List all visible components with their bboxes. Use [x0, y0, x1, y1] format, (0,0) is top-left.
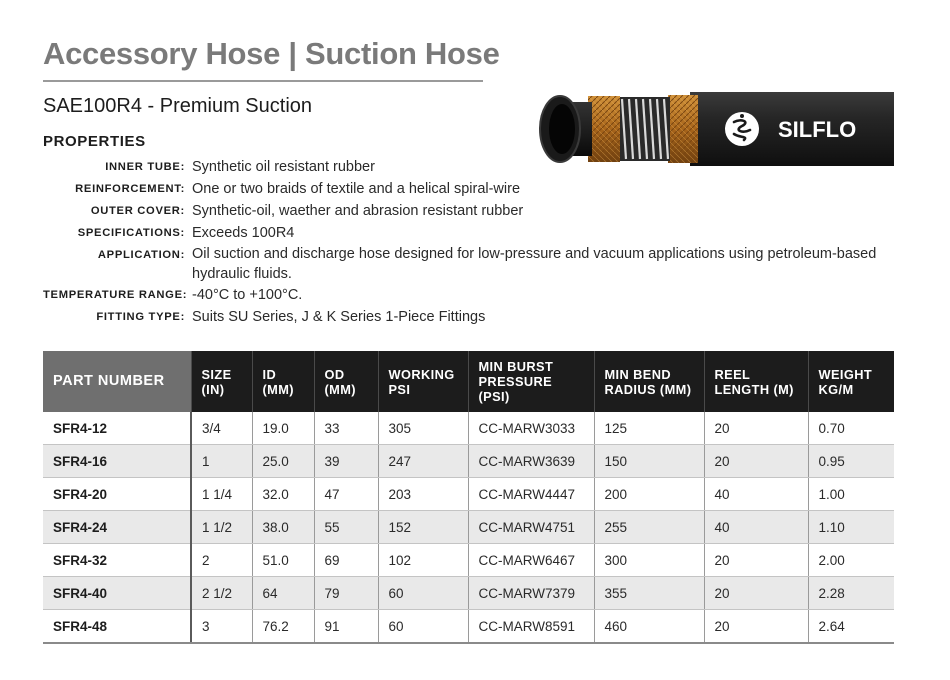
table-cell: 2.28	[808, 577, 894, 610]
table-cell: 1.10	[808, 511, 894, 544]
property-value: Oil suction and discharge hose designed for low-pressure and vacuum applications using petroleum-based hydraulic fluids.	[192, 246, 877, 282]
property-label: FITTING TYPE:	[96, 311, 185, 323]
table-row	[43, 445, 894, 478]
column-header: MIN BEND RADIUS (MM)	[594, 351, 704, 412]
table-cell: 3	[191, 610, 252, 644]
property-value: Suits SU Series, J & K Series 1-Piece Fittings	[192, 309, 486, 325]
property-label: SPECIFICATIONS:	[77, 227, 185, 239]
table-cell: 2 1/2	[191, 577, 252, 610]
property-application	[43, 244, 913, 284]
table-cell: 1	[191, 445, 252, 478]
table-cell: 255	[594, 511, 704, 544]
property-label: REINFORCEMENT:	[75, 183, 185, 195]
table-cell: 51.0	[252, 544, 314, 577]
table-cell: 40	[704, 478, 808, 511]
table-cell: 91	[314, 610, 378, 644]
part-number-cell: SFR4-16	[43, 445, 191, 478]
column-header: WORKING PSI	[378, 351, 468, 412]
table-cell: CC-MARW4447	[468, 478, 594, 511]
column-header: OD (MM)	[314, 351, 378, 412]
property-value: Synthetic-oil, waether and abrasion resistant rubber	[192, 203, 524, 219]
table-cell: 76.2	[252, 610, 314, 644]
table-cell: 1.00	[808, 478, 894, 511]
property-label: OUTER COVER:	[90, 205, 185, 217]
property-specifications	[43, 222, 913, 244]
table-cell: 1 1/2	[191, 511, 252, 544]
table-row	[43, 478, 894, 511]
table-cell: 300	[594, 544, 704, 577]
table-cell: 102	[378, 544, 468, 577]
table-cell: 64	[252, 577, 314, 610]
column-header: ID (MM)	[252, 351, 314, 412]
table-row	[43, 577, 894, 610]
page-title: Accessory Hose | Suction Hose	[43, 36, 500, 71]
table-row	[43, 511, 894, 544]
column-header: SIZE (IN)	[191, 351, 252, 412]
brand-name: SILFLO	[778, 117, 857, 142]
table-cell: 2.64	[808, 610, 894, 644]
property-label: APPLICATION:	[97, 249, 185, 261]
table-row	[43, 544, 894, 577]
property-fitting-type	[43, 306, 913, 328]
table-cell: 1 1/4	[191, 478, 252, 511]
table-cell: 20	[704, 577, 808, 610]
property-temperature-range	[43, 284, 913, 306]
table-cell: 33	[314, 412, 378, 445]
table-cell: 150	[594, 445, 704, 478]
table-cell: 25.0	[252, 445, 314, 478]
table-cell: 20	[704, 544, 808, 577]
property-value: -40°C to +100°C.	[192, 287, 303, 303]
properties-heading: PROPERTIES	[43, 133, 146, 150]
property-reinforcement	[43, 178, 913, 200]
property-label: INNER TUBE:	[105, 161, 185, 173]
table-cell: 2.00	[808, 544, 894, 577]
property-outer-cover	[43, 200, 913, 222]
table-cell: CC-MARW3639	[468, 445, 594, 478]
property-label: TEMPERATURE RANGE:	[43, 289, 188, 301]
table-cell: 20	[704, 610, 808, 644]
table-cell: 60	[378, 577, 468, 610]
table-cell: 60	[378, 610, 468, 644]
table-row	[43, 610, 894, 644]
title-underline	[43, 80, 483, 82]
table-cell: 203	[378, 478, 468, 511]
table-cell: 19.0	[252, 412, 314, 445]
table-cell: CC-MARW4751	[468, 511, 594, 544]
table-cell: 355	[594, 577, 704, 610]
table-cell: CC-MARW8591	[468, 610, 594, 644]
table-cell: 0.70	[808, 412, 894, 445]
table-cell: 125	[594, 412, 704, 445]
table-header-row	[43, 351, 894, 412]
table-cell: 460	[594, 610, 704, 644]
table-row	[43, 412, 894, 445]
table-cell: 79	[314, 577, 378, 610]
table-cell: 3/4	[191, 412, 252, 445]
properties-list	[43, 156, 913, 328]
spec-table	[43, 351, 894, 644]
product-subtitle: SAE100R4 - Premium Suction	[43, 95, 313, 117]
property-value: One or two braids of textile and a helical spiral-wire	[192, 181, 521, 197]
table-cell: 2	[191, 544, 252, 577]
part-number-cell: SFR4-24	[43, 511, 191, 544]
property-inner-tube	[43, 156, 913, 178]
table-cell: 55	[314, 511, 378, 544]
part-number-cell: SFR4-20	[43, 478, 191, 511]
table-cell: 39	[314, 445, 378, 478]
part-number-cell: SFR4-32	[43, 544, 191, 577]
table-cell: 0.95	[808, 445, 894, 478]
column-header: MIN BURST PRESSURE (PSI)	[468, 351, 594, 412]
table-cell: 305	[378, 412, 468, 445]
table-cell: 247	[378, 445, 468, 478]
table-cell: CC-MARW7379	[468, 577, 594, 610]
property-value: Synthetic oil resistant rubber	[192, 159, 375, 175]
table-cell: 200	[594, 478, 704, 511]
part-number-cell: SFR4-48	[43, 610, 191, 644]
table-cell: 47	[314, 478, 378, 511]
table-cell: 32.0	[252, 478, 314, 511]
part-number-cell: SFR4-40	[43, 577, 191, 610]
table-cell: CC-MARW6467	[468, 544, 594, 577]
table-cell: 40	[704, 511, 808, 544]
part-number-cell: SFR4-12	[43, 412, 191, 445]
table-cell: CC-MARW3033	[468, 412, 594, 445]
table-cell: 20	[704, 412, 808, 445]
column-header: PART NUMBER	[43, 351, 191, 412]
table-cell: 69	[314, 544, 378, 577]
column-header: REEL LENGTH (M)	[704, 351, 808, 412]
property-value: Exceeds 100R4	[192, 225, 295, 241]
table-cell: 152	[378, 511, 468, 544]
table-cell: 38.0	[252, 511, 314, 544]
column-header: WEIGHT KG/M	[808, 351, 894, 412]
table-cell: 20	[704, 445, 808, 478]
